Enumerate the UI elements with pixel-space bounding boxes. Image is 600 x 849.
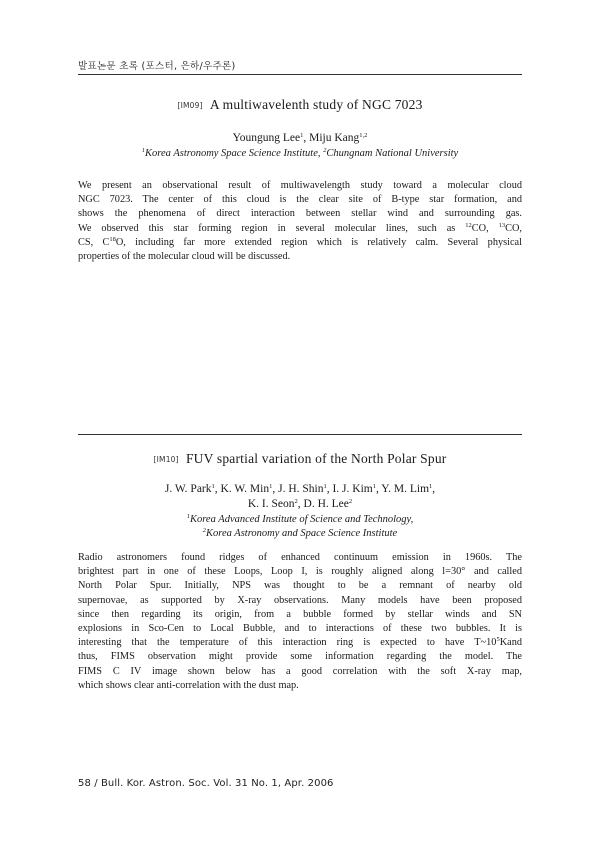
body-line: brightest part in one of these Loops, Loop I, is roughly aligned along l=30° and called <box>78 566 522 578</box>
body-line: since then regarding its origin, from a bubble formed by stellar winds and SN <box>78 608 522 620</box>
author-name: K. W. Min <box>220 483 270 495</box>
body-text: CO, <box>471 222 499 234</box>
author-sup: 1 <box>269 483 273 490</box>
author-sep: , <box>297 498 304 510</box>
author-sup: 1 <box>429 483 433 490</box>
author-sup: 1 <box>372 483 376 490</box>
author-sep: , <box>303 132 310 144</box>
author-sep: , <box>375 483 382 495</box>
abstract-2-title-line <box>0 451 600 467</box>
body-line: supernovae, as supported by X-ray observations. Many models have been proposed <box>78 594 522 606</box>
isotope-sup: 18 <box>109 235 116 243</box>
author-name: J. H. Shin <box>278 483 324 495</box>
abstract-1-body <box>78 179 522 264</box>
abstract-2-affiliation-2 <box>0 527 600 541</box>
author-sup: 1 <box>300 132 304 139</box>
body-line <box>78 636 522 650</box>
abstract-1-title: A multiwavelenth study of NGC 7023 <box>209 97 423 112</box>
author-name: J. W. Park <box>164 483 212 495</box>
header-rule <box>78 74 522 75</box>
affiliation-text: Korea Advanced Institute of Science and Technology, <box>189 514 414 525</box>
author-sup: 2 <box>348 498 353 505</box>
page-footer: 58 / Bull. Kor. Astron. Soc. Vol. 31 No. 1, Apr. 2006 <box>78 778 334 789</box>
author-sep: , <box>214 483 221 495</box>
isotope-sup: 13 <box>498 221 506 229</box>
body-line: FIMS C IV image shown below has a good correlation with the soft X-ray map, <box>78 665 522 677</box>
abstract-1-title-line <box>0 97 600 113</box>
author-name: Youngung Lee <box>232 132 301 144</box>
body-text: Kand <box>499 637 522 649</box>
affiliation-sup: 1 <box>186 513 190 520</box>
author-sup: 1 <box>211 483 215 490</box>
affiliation-text: Chungnam National University <box>326 148 459 159</box>
author-name: Miju Kang <box>309 132 360 144</box>
abstract-1-authors <box>0 131 600 146</box>
body-line <box>78 236 522 250</box>
body-text: O, including far more extended region which is relatively calm. Several physical <box>115 236 522 248</box>
author-sep: , <box>326 483 333 495</box>
author-sep: , <box>432 483 436 495</box>
page-header: 발표논문 초록 (포스터, 은하/우주론) <box>78 61 236 72</box>
body-line <box>78 222 522 236</box>
body-line: Radio astronomers found ridges of enhanced continuum emission in 1960s. The <box>78 552 522 563</box>
body-text: CS, C <box>78 236 110 248</box>
author-name: D. H. Lee <box>303 498 349 510</box>
abstract-2-body <box>78 551 522 693</box>
body-line: We present an observational result of multiwavelength study toward a molecular cloud <box>78 180 522 191</box>
abstract-2-authors-line-1 <box>0 482 600 497</box>
abstract-1-affiliations <box>0 147 600 161</box>
affiliation-sup: 2 <box>202 527 207 534</box>
abstract-1-code: [IM09] <box>177 101 203 110</box>
affiliation-sup: 1 <box>141 147 146 154</box>
body-line: which shows clear anti-correlation with the dust map. <box>78 679 299 691</box>
section-separator <box>78 434 522 435</box>
author-sup: 1 <box>323 483 327 490</box>
author-name: I. J. Kim <box>332 483 373 495</box>
body-line: thus, FIMS observation might provide some information regarding the model. The <box>78 651 522 663</box>
author-name: K. I. Seon <box>247 498 295 510</box>
body-line: properties of the molecular cloud will be discussed. <box>78 251 291 263</box>
affiliation-sup: 2 <box>323 147 327 154</box>
body-text: We observed this star forming region in several molecular lines, such as <box>78 222 466 234</box>
body-text: interesting that the temperature of this interaction ring is expected to have T~10 <box>78 637 497 649</box>
author-sup: 2 <box>294 498 298 505</box>
affiliation-text: Korea Astronomy Space Science Institute, <box>145 148 324 159</box>
body-line: shows the phenomena of direct interaction between stellar wind and surrounding gas. <box>78 208 522 220</box>
isotope-sup: 12 <box>465 221 472 229</box>
affiliation-text: Korea Astronomy and Space Science Institute <box>206 528 398 539</box>
abstract-2-code: [IM10] <box>153 455 179 464</box>
body-line: NGC 7023. The center of this cloud is the clear site of B-type star formation, and <box>78 194 522 206</box>
body-line: explosions in Sco-Cen to Local Bubble, and to interactions of these two bubbles. It is <box>78 623 522 635</box>
exponent-sup: 5 <box>496 636 500 644</box>
abstract-2-authors-line-2 <box>0 497 600 512</box>
abstract-2-title: FUV spartial variation of the North Polar Spur <box>185 451 447 466</box>
author-name: Y. M. Lim <box>381 483 430 495</box>
body-text: CO, <box>505 222 523 234</box>
abstract-2-affiliation-1 <box>0 513 600 527</box>
author-sep: , <box>272 483 279 495</box>
author-sup: 1,2 <box>359 132 368 139</box>
body-line: North Polar Spur. Initially, NPS was thought to be a remnant of nearby old <box>78 580 522 592</box>
